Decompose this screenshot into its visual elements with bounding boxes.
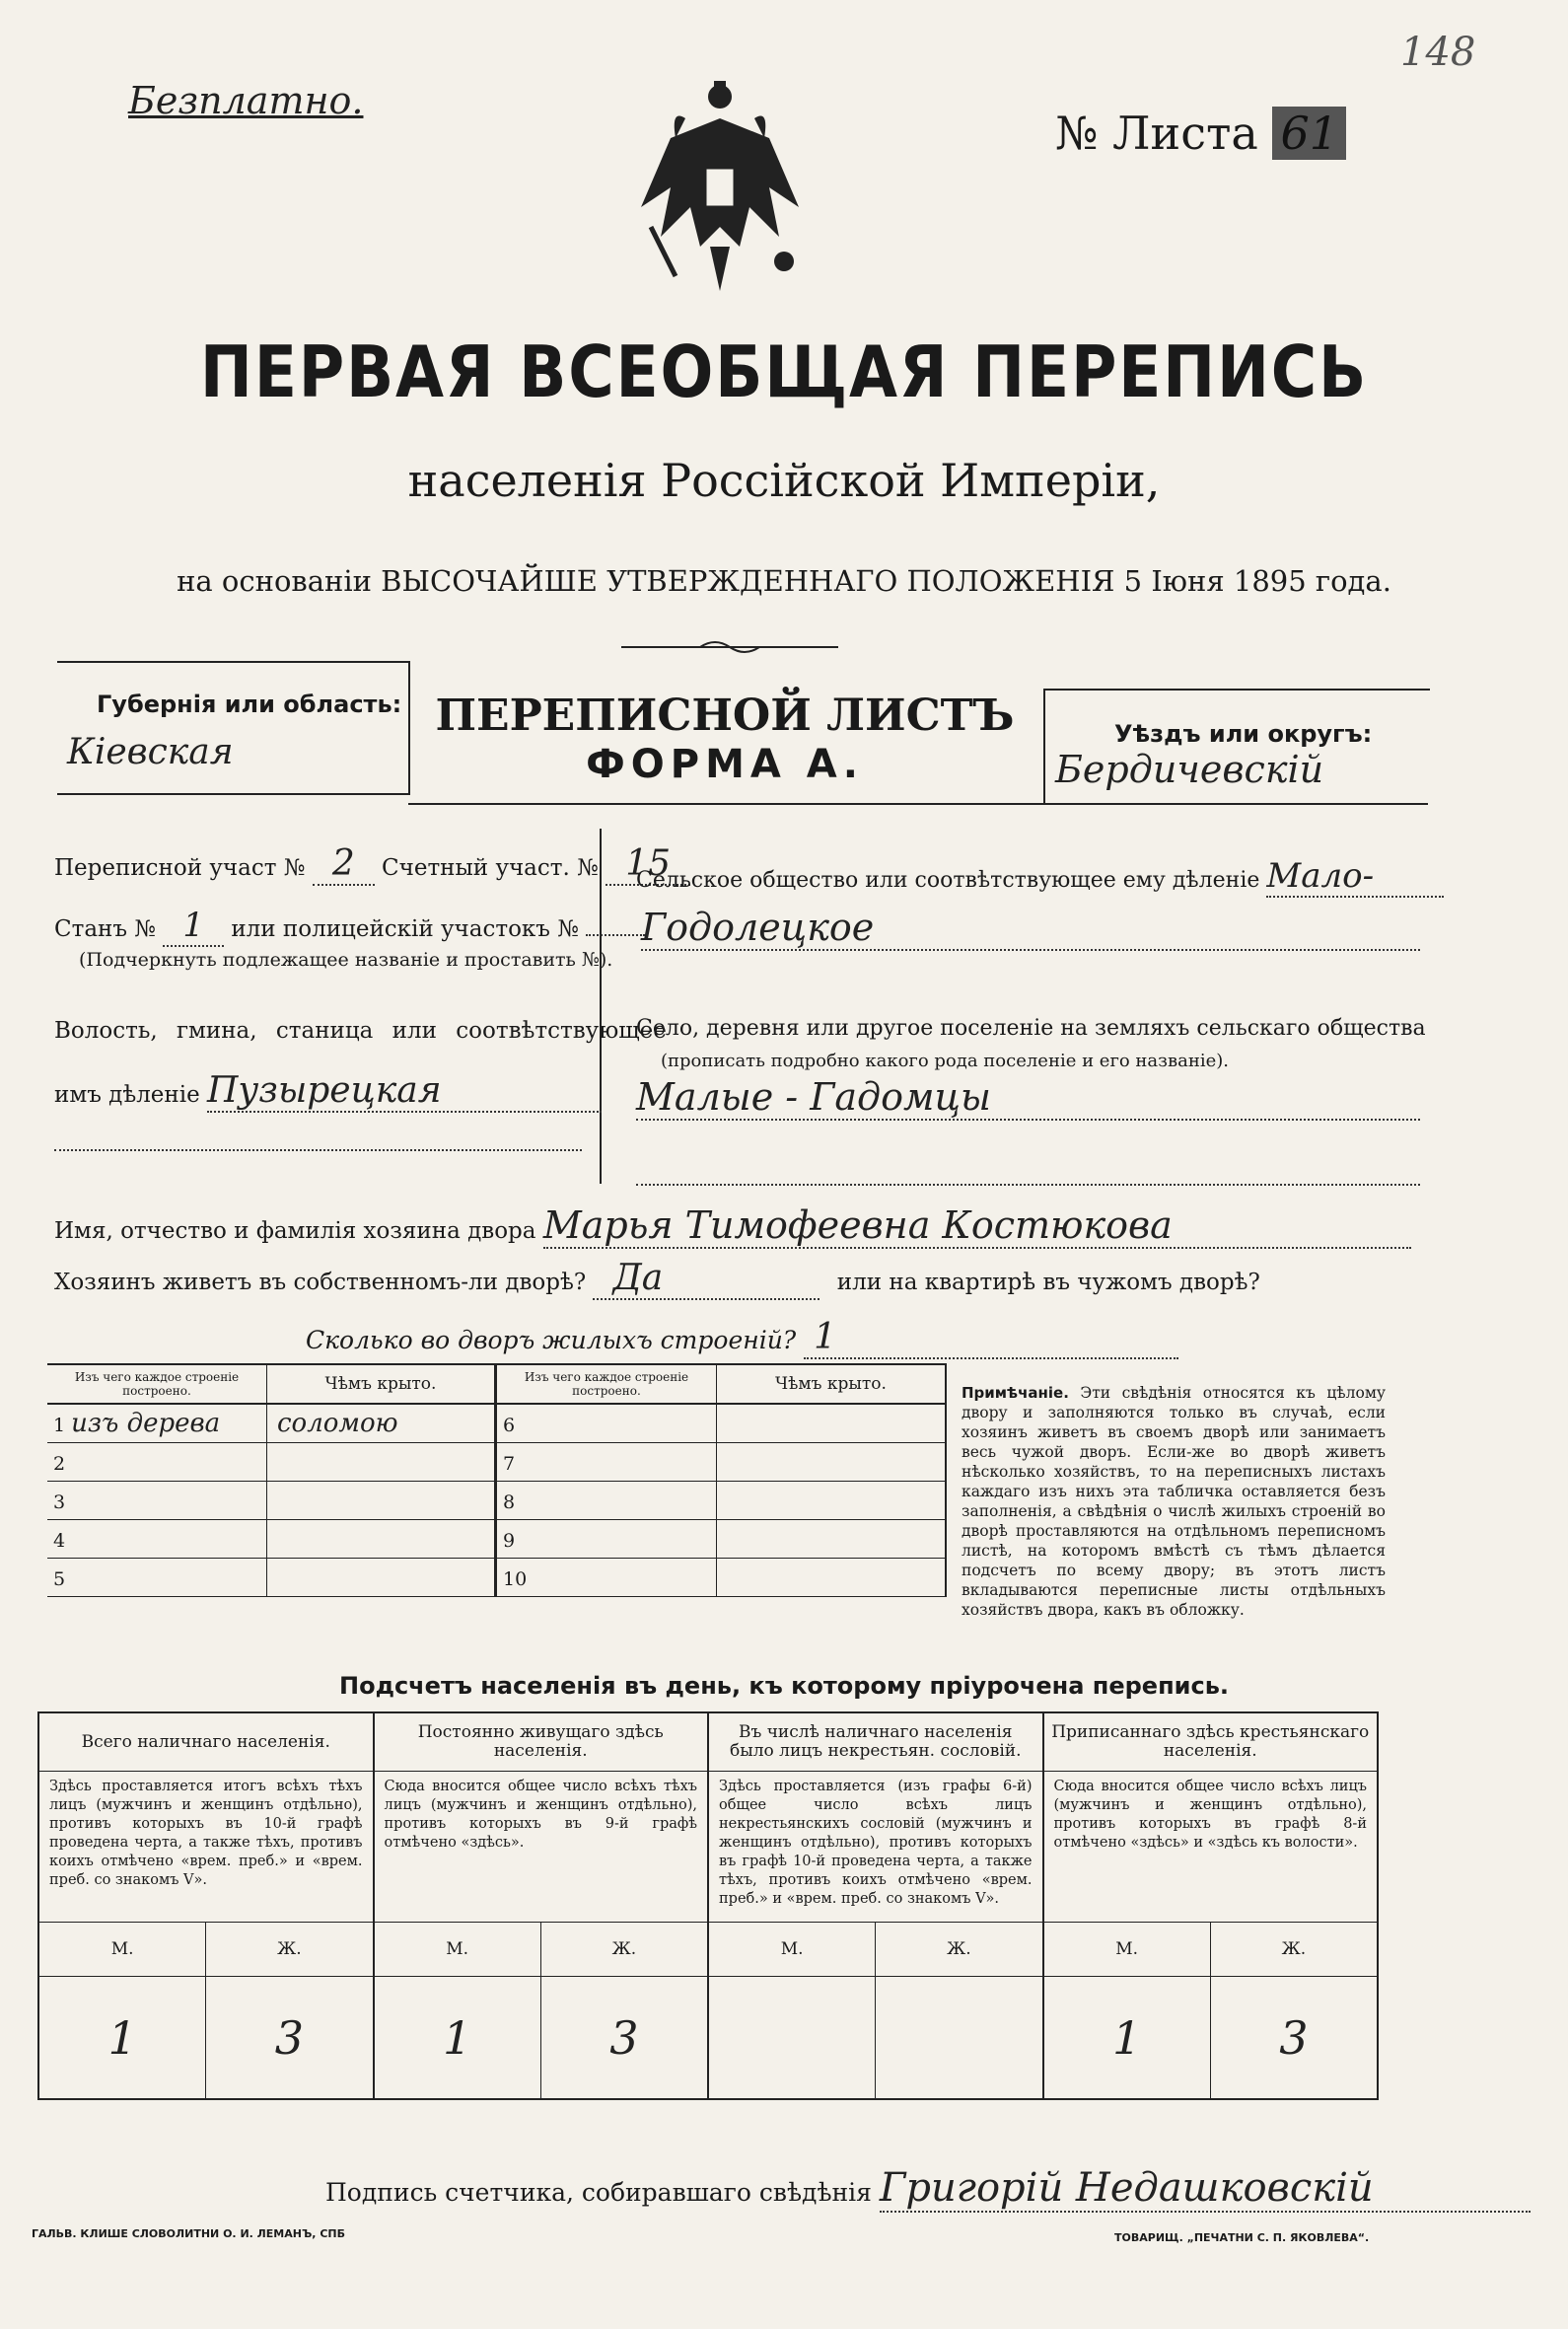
uezd-value: Бердичевскій xyxy=(1055,748,1324,791)
uezd-box xyxy=(1043,689,1430,805)
female-count: 3 xyxy=(274,2010,305,2065)
buildings-row xyxy=(306,1317,1178,1359)
signature-label: Подпись счетчика, собиравшаго свѣдѣнія xyxy=(325,2178,872,2207)
male-label: М. xyxy=(375,1923,541,1976)
signature-value: Григорій Недашковскій xyxy=(880,2165,1531,2213)
building-number: 8 xyxy=(503,1491,516,1513)
building-material-cell xyxy=(497,1442,717,1481)
building-number: 5 xyxy=(53,1567,66,1590)
census-title: ПЕРВАЯ ВСЕОБЩАЯ ПЕРЕПИСЬ xyxy=(199,330,1369,413)
volost-value: Пузырецкая xyxy=(207,1070,602,1113)
building-number: 3 xyxy=(53,1491,66,1513)
counting-district-value: 15 xyxy=(606,843,690,886)
volost-extra-line xyxy=(54,1149,582,1151)
census-district-label: Переписной участ № xyxy=(54,855,306,881)
building-material-cell xyxy=(497,1404,717,1442)
legal-basis: на основаніи ВЫСОЧАЙШЕ УТВЕРЖДЕННАГО ПОЛОЖЕНІЯ 5 Іюня 1895 года. xyxy=(177,564,1391,598)
population-title: Подсчетъ населенія въ день, къ которому пріурочена перепись. xyxy=(339,1672,1229,1700)
sheet-title: ПЕРЕПИСНОЙ ЛИСТЪ xyxy=(435,691,1015,741)
building-roof-value xyxy=(717,1442,947,1481)
imperial-eagle-emblem xyxy=(631,79,809,296)
district-row xyxy=(54,843,690,884)
material-header: Изъ чего каждое строеніе построено. xyxy=(47,1364,267,1404)
counting-district-label: Счетный участ. № xyxy=(382,855,599,881)
building-roof-value xyxy=(267,1442,496,1481)
building-number: 10 xyxy=(503,1567,528,1590)
sheet-number xyxy=(1055,107,1346,160)
stan-label: Станъ № xyxy=(54,916,157,942)
signature-row xyxy=(325,2165,1531,2213)
building-material-value: изъ дерева xyxy=(71,1408,221,1438)
building-number: 1 xyxy=(53,1414,66,1436)
underline-note: (Подчеркнуть подлежащее названіе и проставить №). xyxy=(79,949,613,971)
buildings-table xyxy=(47,1363,947,1614)
population-values-row xyxy=(1044,1977,1378,2098)
female-label: Ж. xyxy=(277,1939,302,1959)
sheet-number-value: 61 xyxy=(1272,107,1346,160)
building-row xyxy=(47,1481,496,1519)
stan-row xyxy=(54,906,645,945)
building-roof-value xyxy=(717,1404,947,1442)
printer-left: ГАЛЬВ. КЛИШЕ СЛОВОЛИТНИ О. И. ЛЕМАНЪ, СПБ xyxy=(32,2227,345,2240)
population-column-header: Всего наличнаго населенія. xyxy=(39,1713,373,1772)
building-number: 4 xyxy=(53,1529,66,1552)
population-column-description: Сюда вносится общее число всѣхъ тѣхъ лицъ (мужчинъ и женщинъ отдѣльно), противъ которыхъ въ 9-й графѣ отмѣчено «здѣсь». xyxy=(375,1772,708,1923)
building-number: 9 xyxy=(503,1529,516,1552)
male-count: 1 xyxy=(39,1977,206,2098)
header-rule xyxy=(408,803,1428,805)
male-label: М. xyxy=(1044,1923,1211,1976)
population-column xyxy=(1044,1713,1378,2098)
building-material-cell xyxy=(47,1481,267,1519)
population-column-header: Въ числѣ наличнаго населенія было лицъ некрестьян. сословій. xyxy=(709,1713,1042,1772)
male-count: 1 xyxy=(1044,1977,1211,2098)
building-row xyxy=(47,1404,496,1442)
police-value xyxy=(586,934,645,936)
gubernia-value: Кіевская xyxy=(67,732,234,772)
building-roof-value xyxy=(267,1558,496,1596)
village-extra-line xyxy=(636,1184,1420,1186)
census-district-value: 2 xyxy=(313,843,375,886)
note-block xyxy=(962,1383,1386,1620)
roof-header: Чѣмъ крыто. xyxy=(717,1364,947,1404)
building-roof-value xyxy=(717,1481,947,1519)
male-label: М. xyxy=(709,1923,876,1976)
society-row xyxy=(636,856,1444,898)
building-row xyxy=(47,1558,496,1596)
building-number: 2 xyxy=(53,1452,66,1475)
female-label: Ж. xyxy=(611,1939,637,1959)
society-value-1: Мало- xyxy=(1266,856,1444,898)
note-label: Примѣчаніе. xyxy=(962,1384,1069,1402)
female-label: Ж. xyxy=(1281,1939,1307,1959)
building-material-cell xyxy=(47,1404,267,1442)
male-label: М. xyxy=(39,1923,206,1976)
building-roof-value xyxy=(717,1558,947,1596)
free-label: Безплатно. xyxy=(128,79,364,122)
population-values-row xyxy=(375,1977,708,2098)
buildings-table-left xyxy=(47,1363,497,1597)
buildings-table-right xyxy=(497,1363,947,1597)
building-number: 7 xyxy=(503,1452,516,1475)
building-roof-value: соломою xyxy=(267,1404,496,1442)
female-count: 3 xyxy=(1279,2010,1309,2065)
owner-lives-row xyxy=(54,1258,1260,1300)
population-column-header: Постоянно живущаго здѣсь населенія. xyxy=(375,1713,708,1772)
gubernia-box xyxy=(57,661,410,795)
building-row xyxy=(497,1481,946,1519)
population-column-description: Сюда вносится общее число всѣхъ лицъ (мужчинъ и женщинъ отдѣльно), противъ которыхъ въ графѣ 8-й отмѣчено «здѣсь» и «здѣсь къ волости». xyxy=(1044,1772,1378,1923)
building-roof-value xyxy=(267,1481,496,1519)
sex-label-row xyxy=(39,1923,373,1977)
division-label: имъ дѣленіе xyxy=(54,1082,200,1108)
building-row xyxy=(47,1442,496,1481)
village-value: Малые - Гадомцы xyxy=(636,1075,1420,1121)
volost-row xyxy=(54,1070,602,1113)
owner-name-value: Марья Тимофеевна Костюкова xyxy=(543,1203,1411,1249)
population-column xyxy=(709,1713,1044,2098)
gubernia-label: Губернія или область: xyxy=(97,691,402,718)
building-material-cell xyxy=(47,1519,267,1558)
building-number: 6 xyxy=(503,1414,516,1436)
building-row xyxy=(47,1519,496,1558)
male-count: 1 xyxy=(375,1977,541,2098)
archive-mark: 148 xyxy=(1400,30,1476,75)
building-row xyxy=(497,1519,946,1558)
roof-header: Чѣмъ крыто. xyxy=(267,1364,496,1404)
building-row xyxy=(497,1558,946,1596)
population-column xyxy=(39,1713,375,2098)
owner-apartment-label: или на квартирѣ въ чужомъ дворѣ? xyxy=(836,1270,1260,1295)
building-material-cell xyxy=(497,1481,717,1519)
building-roof-value xyxy=(267,1519,496,1558)
stan-value: 1 xyxy=(163,906,224,947)
buildings-value: 1 xyxy=(804,1317,1178,1359)
material-header: Изъ чего каждое строеніе построено. xyxy=(497,1364,717,1404)
note-text: Эти свѣдѣнія относятся къ цѣлому двору и заполняются только въ случаѣ, если хозяинъ живетъ въ своемъ дворѣ или занимаетъ весь чужой дворъ. Если-же во дворѣ живетъ нѣсколько хозяйствъ, то на переписныхъ листахъ каждаго изъ нихъ эта табличка оставляется безъ заполненія, а свѣдѣнія о числѣ жилыхъ строеній во дворѣ проставляются на отдѣльномъ переписномъ листѣ, на которомъ вмѣстѣ съ тѣмъ дѣлается подсчетъ по всему двору; въ этотъ листъ вкладываются переписные листы отдѣльныхъ хозяйствъ двора, какъ въ обложку. xyxy=(962,1384,1386,1619)
printer-right: ТОВАРИЩ. „ПЕЧАТНИ С. П. ЯКОВЛЕВА“. xyxy=(1114,2231,1370,2244)
population-values-row xyxy=(39,1977,373,2098)
society-value-2: Годолецкое xyxy=(641,906,1420,951)
police-label: или полицейскій участокъ № xyxy=(231,916,580,942)
form-name: ФОРМА А. xyxy=(586,742,864,787)
sheet-number-label: № Листа xyxy=(1055,107,1258,160)
owner-name-row xyxy=(54,1203,1411,1249)
population-values-row xyxy=(709,1977,1042,2098)
population-table xyxy=(37,1711,1379,2100)
building-row xyxy=(497,1404,946,1442)
sex-label-row xyxy=(375,1923,708,1977)
owner-lives-value: Да xyxy=(593,1258,820,1300)
female-count: 3 xyxy=(609,2010,639,2065)
buildings-label: Сколько во дворъ жилыхъ строеній? xyxy=(306,1326,797,1354)
society-label: Сельское общество или соотвѣтствующее ему дѣленіе xyxy=(636,868,1260,893)
building-material-cell xyxy=(47,1442,267,1481)
sex-label-row xyxy=(1044,1923,1378,1977)
ornament-divider xyxy=(621,639,838,653)
building-roof-value xyxy=(717,1519,947,1558)
female-count xyxy=(876,1977,1041,2098)
volost-label: Волость, гмина, станица или соотвѣтствующее xyxy=(54,1018,667,1044)
population-column-header: Приписаннаго здѣсь крестьянскаго населенія. xyxy=(1044,1713,1378,1772)
uezd-label: Уѣздъ или округъ: xyxy=(1114,720,1373,748)
census-subtitle: населенія Россійской Имперіи, xyxy=(407,454,1161,507)
building-row xyxy=(497,1442,946,1481)
owner-name-label: Имя, отчество и фамилія хозяина двора xyxy=(54,1218,536,1244)
male-count xyxy=(709,1977,876,2098)
building-material-cell xyxy=(497,1519,717,1558)
female-label: Ж. xyxy=(947,1939,971,1959)
village-label: Село, деревня или другое поселеніе на земляхъ сельскаго общества xyxy=(636,1016,1426,1041)
owner-lives-label: Хозяинъ живетъ въ собственномъ-ли дворѣ? xyxy=(54,1270,587,1295)
building-material-cell xyxy=(47,1558,267,1596)
population-column xyxy=(375,1713,710,2098)
building-material-cell xyxy=(497,1558,717,1596)
population-column-description: Здѣсь проставляется итогъ всѣхъ тѣхъ лицъ (мужчинъ и женщинъ отдѣльно), противъ которыхъ въ 10-й графѣ проведена черта, а также тѣхъ, противъ коихъ отмѣчено «врем. преб.» и «врем. преб. со знакомъ V». xyxy=(39,1772,373,1923)
village-note: (прописать подробно какого рода поселеніе и его названіе). xyxy=(661,1051,1229,1071)
population-column-description: Здѣсь проставляется (изъ графы 6-й) общее число всѣхъ лицъ некрестьянскихъ сословій (мужчинъ и женщинъ отдѣльно), противъ которыхъ въ графѣ 10-й проведена черта, а также тѣхъ, противъ коихъ отмѣчено «врем. преб.» и «врем. преб. со знакомъ V». xyxy=(709,1772,1042,1923)
sex-label-row xyxy=(709,1923,1042,1977)
